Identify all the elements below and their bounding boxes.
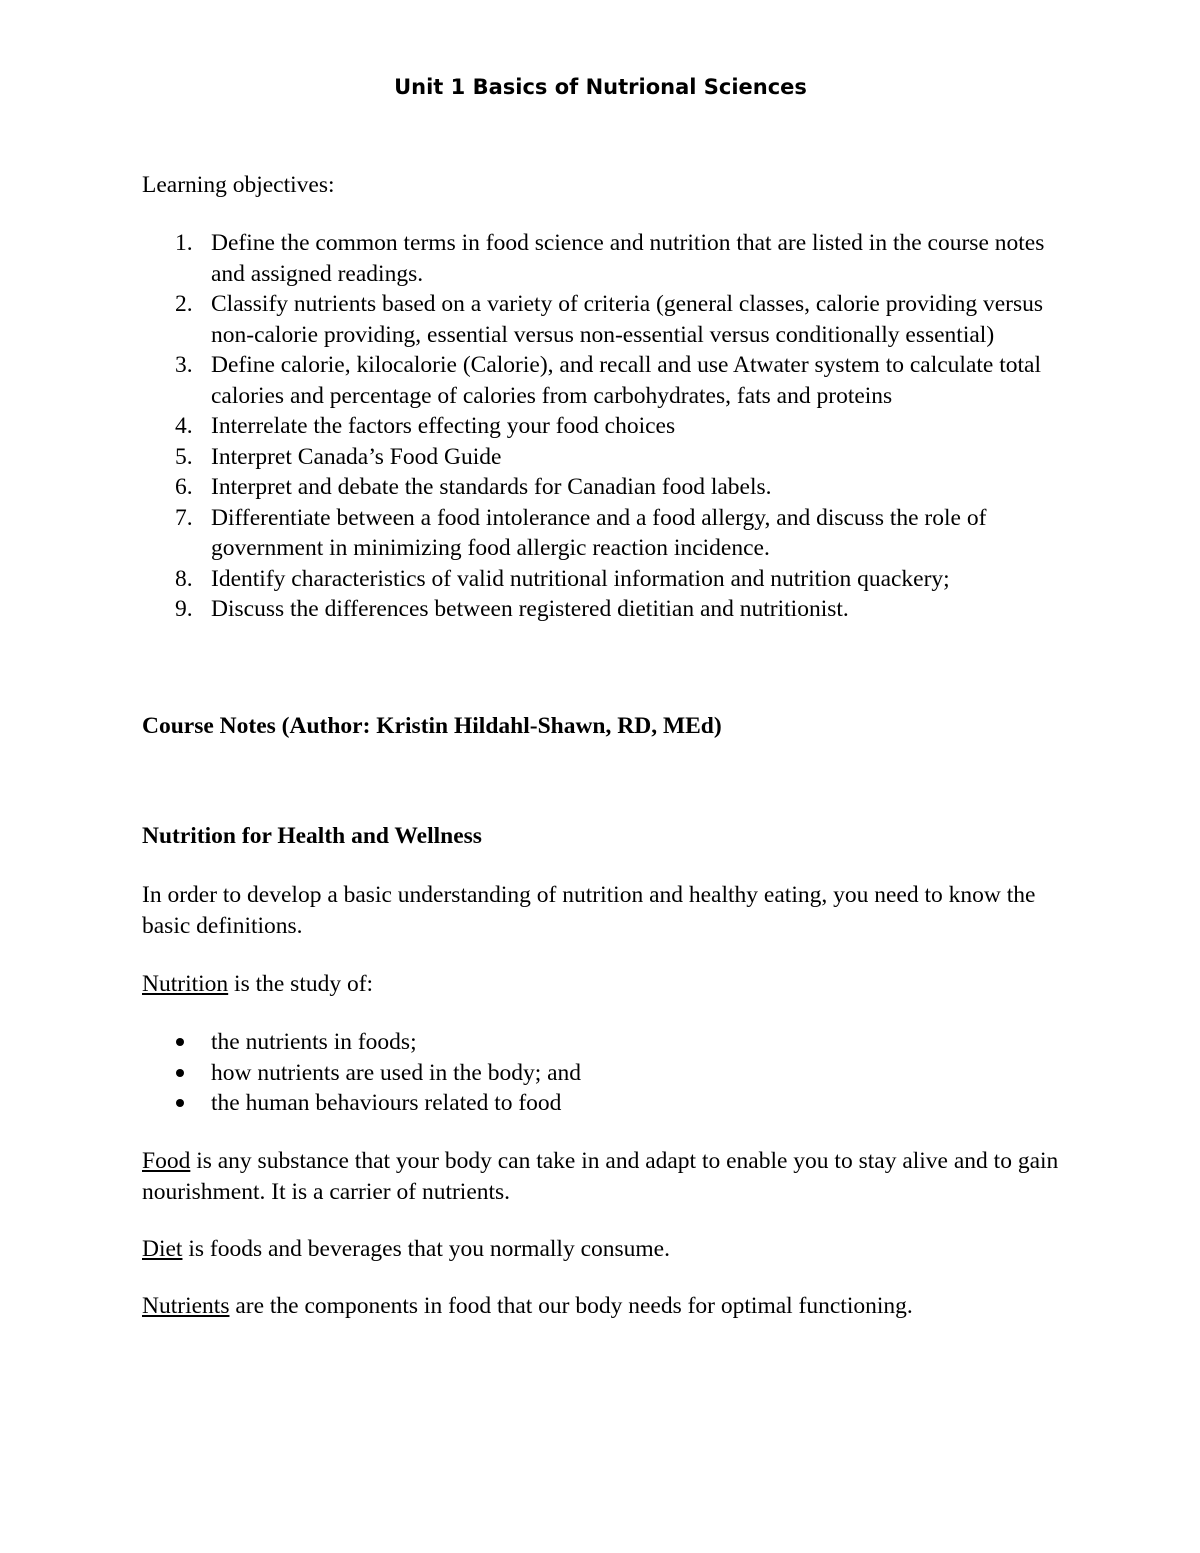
definition-text: is any substance that your body can take in and adapt to enable you to stay alive and to gain nourishment. It is a carrier of nutrients. xyxy=(142,1148,1059,1205)
term-diet: Diet xyxy=(142,1236,183,1262)
objective-number: 3. xyxy=(175,352,193,378)
bullet-item: the human behaviours related to food xyxy=(142,1088,581,1119)
objective-number: 1. xyxy=(175,230,193,256)
objective-item xyxy=(142,472,1072,503)
objective-number: 8. xyxy=(175,565,193,592)
learning-objectives-label: Learning objectives: xyxy=(142,172,335,198)
bullet-item: how nutrients are used in the body; and xyxy=(142,1058,581,1089)
definition-text: is the study of: xyxy=(228,971,374,997)
objective-number: 2. xyxy=(175,291,193,317)
objective-number: 9. xyxy=(175,596,193,622)
objective-text: Differentiate between a food intolerance and a food allergy, and discuss the role of government in minimizing food allergic reaction incidence. xyxy=(211,504,987,561)
nutrition-bullet-list xyxy=(142,1027,581,1119)
course-notes-heading: Course Notes (Author: Kristin Hildahl-Shawn, RD, MEd) xyxy=(142,713,722,739)
definition-text: are the components in food that our body needs for optimal functioning. xyxy=(229,1293,913,1319)
objective-number: 5. xyxy=(175,443,193,470)
objective-number: 7. xyxy=(175,504,193,531)
bullet-item: the nutrients in foods; xyxy=(142,1027,581,1058)
objective-item xyxy=(142,289,1072,350)
objective-item xyxy=(142,503,1072,564)
objective-number: 4. xyxy=(175,413,193,439)
objective-text: Interpret Canada’s Food Guide xyxy=(211,443,502,470)
nutrients-definition xyxy=(142,1291,1072,1322)
section-heading: Nutrition for Health and Wellness xyxy=(142,823,482,849)
objective-text: Identify characteristics of valid nutritional information and nutrition quackery; xyxy=(211,565,950,592)
objective-text: Define the common terms in food science and nutrition that are listed in the course notes and assigned readings. xyxy=(211,230,1045,287)
nutrition-definition xyxy=(142,969,373,1000)
objective-text: Interrelate the factors effecting your food choices xyxy=(211,413,676,439)
objective-item xyxy=(142,442,1072,473)
term-nutrients: Nutrients xyxy=(142,1293,230,1319)
objective-number: 6. xyxy=(175,474,193,500)
diet-definition xyxy=(142,1234,670,1265)
term-nutrition: Nutrition xyxy=(142,971,229,997)
objective-item xyxy=(142,228,1072,289)
definition-text: is foods and beverages that you normally consume. xyxy=(182,1236,670,1262)
page-title: Unit 1 Basics of Nutrional Sciences xyxy=(394,75,807,99)
objective-item xyxy=(142,411,1072,442)
objective-text: Interpret and debate the standards for Canadian food labels. xyxy=(211,474,772,500)
objective-item xyxy=(142,350,1072,411)
term-food: Food xyxy=(142,1148,191,1174)
objective-item xyxy=(142,564,1072,595)
learning-objectives-list xyxy=(142,228,1072,625)
intro-paragraph: In order to develop a basic understanding of nutrition and healthy eating, you need to know the basic definitions. xyxy=(142,882,1036,939)
objective-text: Define calorie, kilocalorie (Calorie), and recall and use Atwater system to calculate total calories and percentage of calories from carbohydrates, fats and proteins xyxy=(211,352,1041,409)
objective-text: Discuss the differences between registered dietitian and nutritionist. xyxy=(211,596,849,622)
objective-text: Classify nutrients based on a variety of criteria (general classes, calorie providing versus non-calorie providing, essential versus non-essential versus conditionally essential) xyxy=(211,291,1044,348)
food-definition xyxy=(142,1146,1072,1207)
objective-item xyxy=(142,594,1072,625)
